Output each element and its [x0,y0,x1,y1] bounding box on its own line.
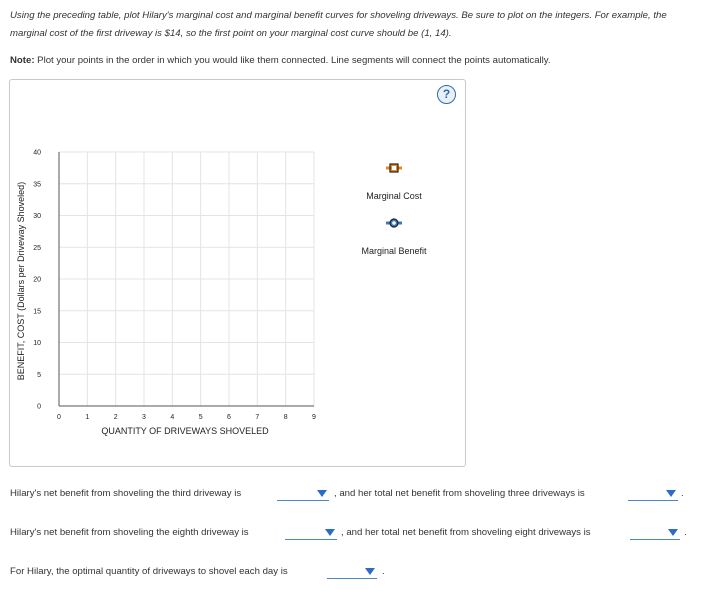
marginal-benefit-legend-marker[interactable] [386,219,402,227]
q2-end-text: . [684,527,687,538]
x-tick-label: 6 [227,414,231,421]
x-tick-label: 7 [255,414,260,421]
note-text: Plot your points in the order in which you would like them connected. Line segments will connect the points automatically. [34,55,551,66]
q1-prefix-text: Hilary's net benefit from shoveling the third driveway is [10,488,242,499]
y-tick-label: 20 [33,276,41,284]
chevron-down-icon [365,568,375,575]
y-tick-label: 10 [33,340,41,347]
q2-prefix-text: Hilary's net benefit from shoveling the eighth driveway is [10,527,249,538]
y-tick-label: 0 [37,403,41,411]
x-axis-label: QUANTITY OF DRIVEWAYS SHOVELED [101,426,269,436]
q2-mid-text: , and her total net benefit from shoveling eight driveways is [341,527,591,538]
x-tick-label: 3 [142,414,146,421]
instructions-text: Using the preceding table, plot Hilary's marginal cost and marginal benefit curves for shoveling driveways. Be sure to plot on the integers. For example, the marginal cost of the first driveway is $14, so the first point on your marginal cost curve should be (1, 14). [10,10,667,39]
q2-total-net-benefit-eight-dropdown[interactable] [630,526,680,540]
y-tick-label: 40 [33,149,41,157]
x-tick-label: 4 [170,414,175,421]
x-tick-label: 2 [113,414,118,421]
y-axis-label: BENEFIT, COST (Dollars per Driveway Shoveled) [16,181,26,381]
note-label: Note: [10,55,35,66]
help-icon[interactable]: ? [437,85,456,104]
y-tick-label: 15 [33,308,41,316]
marginal-benefit-legend-label: Marginal Benefit [361,246,427,256]
q1-total-net-benefit-three-dropdown[interactable] [628,487,678,501]
tick-layer [33,150,316,422]
x-tick-label: 0 [57,414,61,421]
marginal-cost-legend-marker[interactable] [386,164,402,172]
y-tick-label: 25 [33,244,41,252]
q3-prefix-text: For Hilary, the optimal quantity of driveways to shovel each day is [10,566,288,577]
q3-end-text: . [382,566,385,577]
x-tick-label: 1 [85,414,90,421]
q1-net-benefit-third-dropdown[interactable] [277,487,329,501]
chevron-down-icon [666,490,676,497]
chevron-down-icon [317,490,327,497]
x-tick-label: 8 [283,414,288,421]
marginal-cost-legend-label: Marginal Cost [366,191,422,201]
q2-net-benefit-eighth-dropdown[interactable] [285,526,337,540]
q3-optimal-quantity-dropdown[interactable] [327,565,377,579]
y-tick-label: 30 [33,213,41,220]
chevron-down-icon [325,529,335,536]
grid-layer [59,152,314,406]
x-tick-label: 9 [312,414,316,421]
q1-mid-text: , and her total net benefit from shoveling three driveways is [334,488,585,499]
q1-end-text: . [681,488,684,499]
x-tick-label: 5 [198,414,203,421]
y-tick-label: 35 [33,181,41,189]
chevron-down-icon [668,529,678,536]
y-tick-label: 5 [37,371,41,379]
